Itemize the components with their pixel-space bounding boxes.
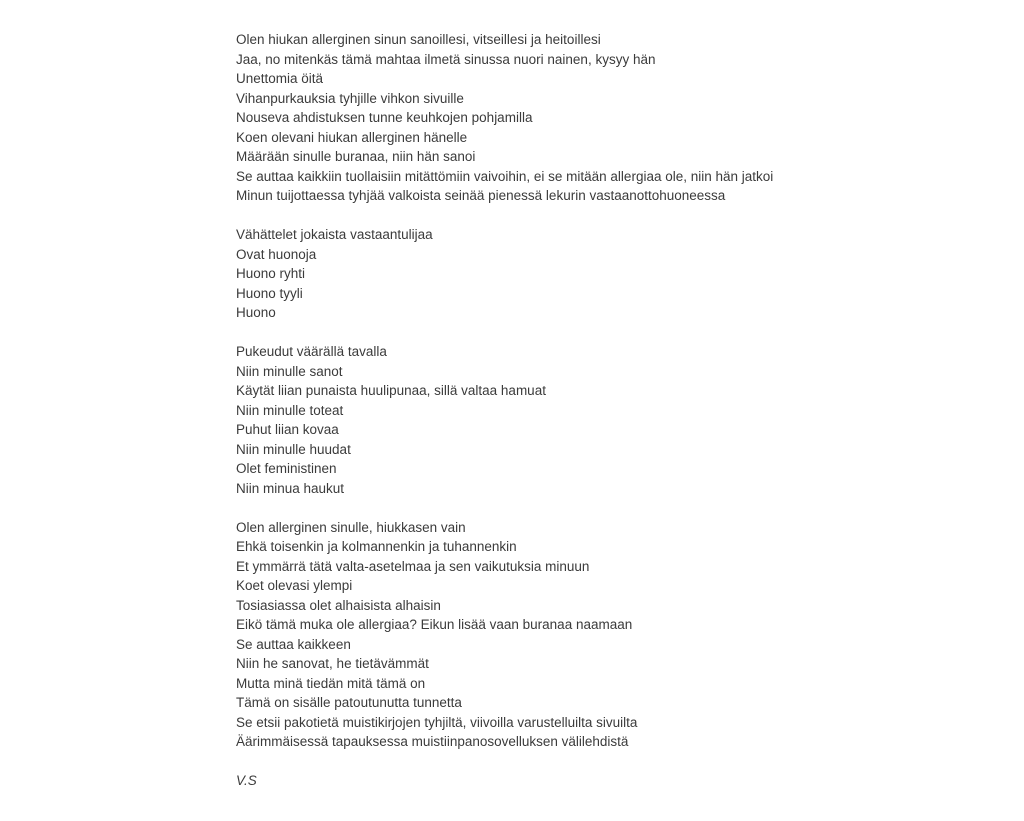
poem-line: Tosiasiassa olet alhaisista alhaisin bbox=[236, 597, 441, 613]
poem-line: Ovat huonoja bbox=[236, 246, 317, 262]
poem-line: Niin minulle toteat bbox=[236, 402, 344, 418]
poem-line: Tämä on sisälle patoutunutta tunnetta bbox=[236, 695, 462, 710]
poem-line: Olen allerginen sinulle, hiukkasen vain bbox=[236, 519, 466, 535]
poem-line: Unettomia öitä bbox=[236, 71, 324, 86]
poem-line: Minun tuijottaessa tyhjää valkoista seinää pienessä lekurin vastaanottohuoneessa bbox=[236, 188, 726, 203]
poem-line: Äärimmäisessä tapauksessa muistiinpanosovelluksen välilehdistä bbox=[236, 734, 629, 749]
stanza-4 bbox=[236, 518, 1024, 752]
poem-line: Olen hiukan allerginen sinun sanoillesi, vitseillesi ja heitoillesi bbox=[236, 32, 601, 47]
stanza-2 bbox=[236, 225, 1024, 323]
poem-line: Eikö tämä muka ole allergiaa? Eikun lisää vaan buranaa naamaan bbox=[236, 617, 633, 632]
poem-line: Käytät liian punaista huulipunaa, sillä valtaa hamuat bbox=[236, 383, 546, 398]
poem-line: Vähättelet jokaista vastaantulijaa bbox=[236, 227, 433, 242]
poem-line: Koen olevani hiukan allerginen hänelle bbox=[236, 129, 468, 145]
poem-line: Se auttaa kaikkiin tuollaisiin mitättömiin vaivoihin, ei se mitään allergiaa ole, niin hän jatkoi bbox=[236, 168, 774, 184]
poem-line: Ehkä toisenkin ja kolmannenkin ja tuhannenkin bbox=[236, 539, 517, 554]
poem-line: Niin minua haukut bbox=[236, 480, 345, 496]
poem-line: Mutta minä tiedän mitä tämä on bbox=[236, 675, 426, 691]
poem-line: Olet feministinen bbox=[236, 461, 337, 476]
poem-line: Nouseva ahdistuksen tunne keuhkojen pohjamilla bbox=[236, 110, 533, 125]
poem-line: Vihanpurkauksia tyhjille vihkon sivuille bbox=[236, 90, 464, 106]
poem bbox=[236, 30, 1024, 791]
poem-line: Puhut liian kovaa bbox=[236, 422, 339, 437]
poem-line: Se auttaa kaikkeen bbox=[236, 636, 351, 652]
stanza-3 bbox=[236, 342, 1024, 498]
poem-line: Se etsii pakotietä muistikirjojen tyhjiltä, viivoilla varustelluilta sivuilta bbox=[236, 714, 638, 730]
poem-line: Huono tyyli bbox=[236, 285, 303, 301]
poem-line: Huono bbox=[236, 305, 276, 320]
signature: V.S bbox=[236, 773, 257, 788]
poem-line: Pukeudut väärällä tavalla bbox=[236, 344, 387, 359]
poem-line: Et ymmärrä tätä valta-asetelmaa ja sen vaikutuksia minuun bbox=[236, 558, 590, 574]
poem-line: Määrään sinulle buranaa, niin hän sanoi bbox=[236, 149, 476, 164]
stanza-1 bbox=[236, 30, 1024, 206]
poem-line: Jaa, no mitenkäs tämä mahtaa ilmetä sinussa nuori nainen, kysyy hän bbox=[236, 51, 656, 67]
poem-line: Niin he sanovat, he tietävämmät bbox=[236, 656, 429, 671]
poem-line: Huono ryhti bbox=[236, 266, 306, 281]
poem-line: Niin minulle huudat bbox=[236, 441, 351, 457]
poem-line: Koet olevasi ylempi bbox=[236, 578, 353, 593]
poem-line: Niin minulle sanot bbox=[236, 363, 343, 379]
